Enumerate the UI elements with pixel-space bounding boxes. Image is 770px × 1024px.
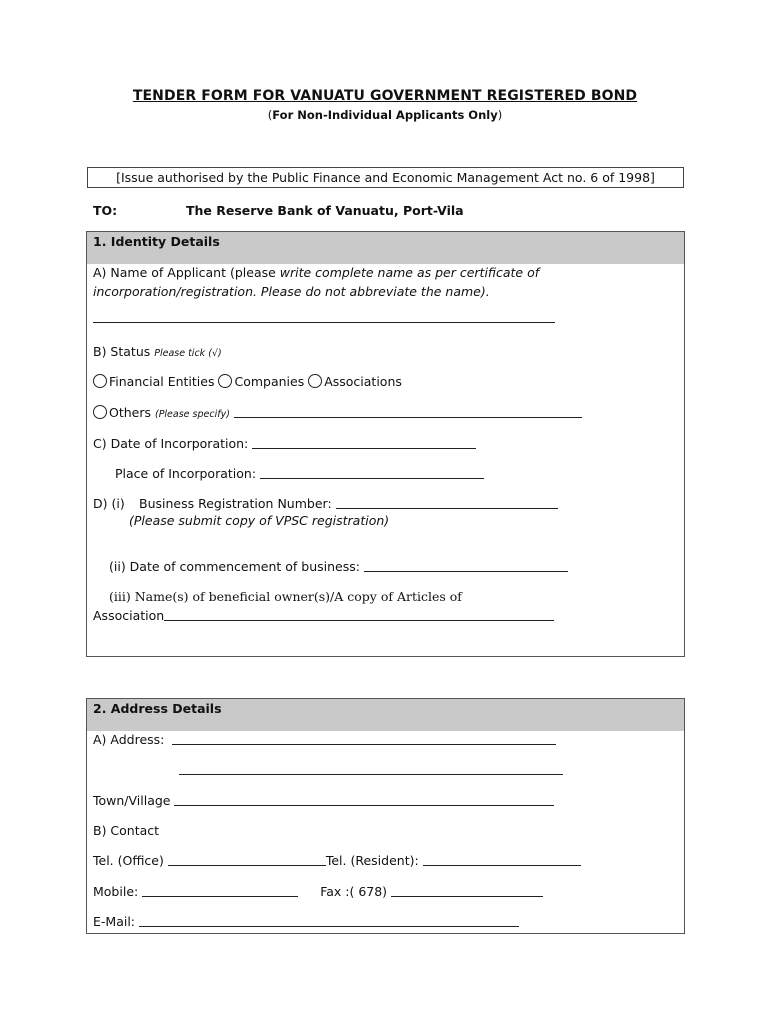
association-label: Association — [93, 608, 165, 623]
address-label: A) Address: — [93, 732, 165, 747]
fax-field[interactable] — [391, 884, 543, 897]
status-hint: Please tick (√) — [154, 348, 222, 359]
status-others-row — [93, 405, 582, 420]
to-recipient: The Reserve Bank of Vanuatu, Port-Vila — [186, 203, 464, 218]
subtitle-text: For Non-Individual Applicants Only — [272, 108, 498, 122]
applicant-name-label-text: A) Name of Applicant (please — [93, 265, 280, 280]
applicant-name-field[interactable] — [93, 310, 555, 325]
radio-financial-entities[interactable] — [93, 374, 107, 388]
commencement-label: (ii) Date of commencement of business: — [109, 559, 360, 574]
to-label: TO: — [93, 203, 118, 218]
business-registration-prefix: D) (i) — [93, 496, 125, 511]
address-details-heading: 2. Address Details — [87, 699, 684, 731]
subtitle-close-paren: ) — [497, 108, 503, 122]
town-village-field[interactable] — [174, 793, 554, 806]
identity-details-section — [86, 231, 685, 657]
others-hint: (Please specify) — [154, 409, 230, 420]
radio-others[interactable] — [93, 405, 107, 419]
business-registration-field[interactable] — [336, 496, 558, 509]
email-field[interactable] — [139, 914, 519, 927]
option-financial-entities-label: Financial Entities — [109, 374, 215, 389]
email-row — [93, 914, 519, 929]
email-label: E-Mail: — [93, 914, 136, 929]
form-subtitle — [0, 108, 770, 122]
place-of-incorporation-label: Place of Incorporation: — [115, 466, 257, 481]
address-field-line2[interactable] — [179, 762, 563, 777]
tel-resident-label: Tel. (Resident): — [325, 853, 419, 868]
others-specify-field[interactable] — [234, 405, 582, 418]
contact-label: B) Contact — [93, 823, 160, 838]
beneficial-owner-label: (iii) Name(s) of beneficial owner(s)/A copy of Articles of — [109, 589, 462, 604]
mobile-fax-row — [93, 884, 543, 899]
business-registration-label: Business Registration Number: — [139, 496, 332, 511]
address-field-line1[interactable] — [172, 732, 556, 745]
status-label-text: B) Status — [93, 344, 155, 359]
tel-office-field[interactable] — [168, 853, 326, 866]
identity-details-heading: 1. Identity Details — [87, 232, 684, 264]
status-label — [93, 344, 222, 359]
status-options — [93, 374, 402, 389]
beneficial-owner-field[interactable] — [164, 608, 554, 621]
issue-authorisation-box: [Issue authorised by the Public Finance and Economic Management Act no. 6 of 1998] — [87, 167, 684, 188]
commencement-row — [109, 559, 568, 574]
radio-associations[interactable] — [308, 374, 322, 388]
association-row — [93, 608, 554, 623]
fax-label: Fax :( 678) — [320, 884, 388, 899]
place-of-incorporation-row — [115, 466, 484, 481]
tel-office-label: Tel. (Office) — [93, 853, 164, 868]
vpsc-registration-note: (Please submit copy of VPSC registration) — [129, 513, 390, 528]
telephone-row — [93, 853, 581, 868]
mobile-label: Mobile: — [93, 884, 139, 899]
address-row — [93, 732, 556, 747]
date-of-incorporation-row — [93, 436, 476, 451]
radio-companies[interactable] — [218, 374, 232, 388]
option-companies-label: Companies — [234, 374, 305, 389]
applicant-name-label-line2: incorporation/registration. Please do not abbreviate the name). — [93, 284, 490, 299]
applicant-name-label-italic: write complete name as per certificate of — [279, 265, 540, 280]
place-of-incorporation-field[interactable] — [260, 466, 484, 479]
date-of-incorporation-field[interactable] — [252, 436, 476, 449]
option-others-label: Others — [109, 405, 155, 420]
town-village-row — [93, 793, 554, 808]
date-of-incorporation-label: C) Date of Incorporation: — [93, 436, 249, 451]
tel-resident-field[interactable] — [423, 853, 581, 866]
option-associations-label: Associations — [324, 374, 402, 389]
business-registration-row — [93, 496, 558, 511]
commencement-field[interactable] — [364, 559, 568, 572]
mobile-field[interactable] — [142, 884, 298, 897]
subtitle-open-paren: ( — [267, 108, 273, 122]
address-details-section — [86, 698, 685, 934]
applicant-name-label — [93, 265, 539, 280]
form-title: TENDER FORM FOR VANUATU GOVERNMENT REGISTERED BOND — [132, 88, 638, 104]
town-village-label: Town/Village — [93, 793, 171, 808]
